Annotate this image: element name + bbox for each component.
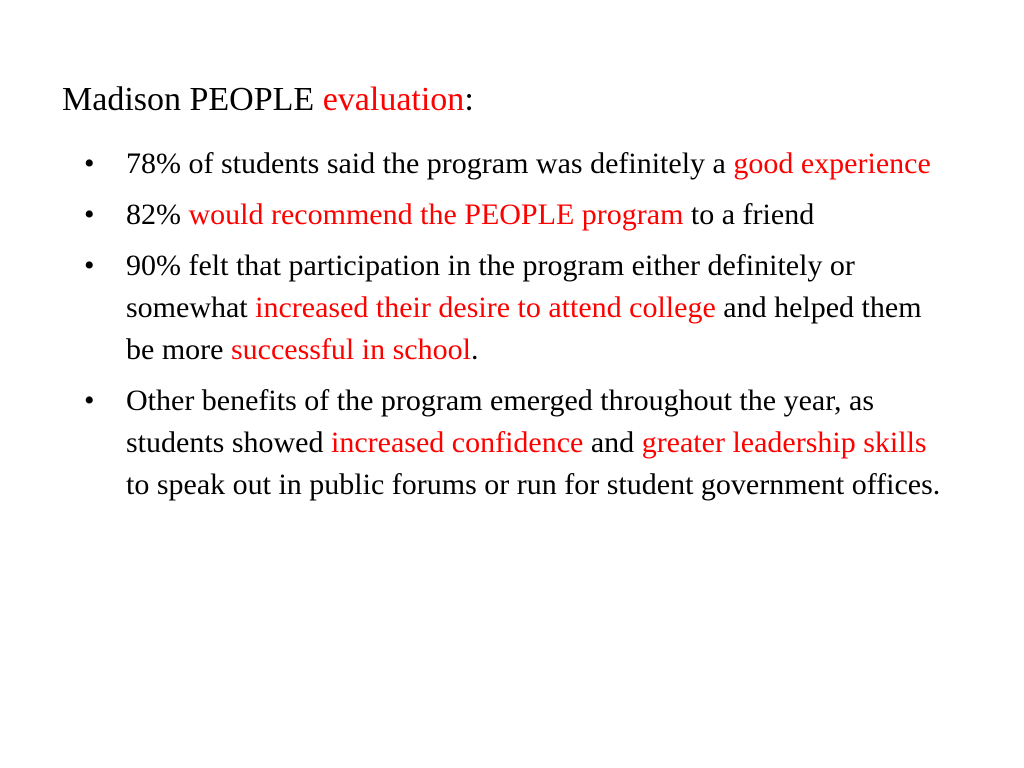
bullet-4-highlight-2: greater leadership skills [641,426,927,459]
bullet-3-text: 90% felt that participation in the program either definitely or somewhat [126,249,855,324]
bullet-icon: • [84,384,95,417]
title-highlight: evaluation [322,81,465,118]
bullet-4-text-end: to speak out in public forums or run for student government offices. [126,468,941,501]
bullet-list [84,143,954,515]
title-colon: : [464,81,474,118]
bullet-3-text-end: . [470,333,479,366]
bullet-3-highlight-2: successful in school [230,333,471,366]
bullet-icon: • [84,198,95,231]
bullet-4-highlight-1: increased confidence [331,426,584,459]
bullet-4-text-mid: and [583,426,642,459]
bullet-icon: • [84,147,95,180]
slide-title [62,78,474,122]
bullet-3-text-mid: and helped them be more [126,291,922,366]
bullet-item-2 [84,194,954,236]
bullet-2-text: 82% [126,198,189,231]
bullet-2-text-end: to a friend [683,198,815,231]
bullet-item-1 [84,143,954,185]
bullet-1-text: 78% of students said the program was definitely a [126,147,734,180]
bullet-4-text: Other benefits of the program emerged throughout the year, as students showed [126,384,874,459]
bullet-icon: • [84,249,95,282]
bullet-2-highlight: would recommend the PEOPLE program [188,198,684,231]
title-text: Madison PEOPLE [62,81,323,118]
bullet-3-highlight-1: increased their desire to attend college [255,291,716,324]
bullet-item-3 [84,245,954,371]
bullet-item-4 [84,380,954,506]
bullet-1-highlight: good experience [733,147,931,180]
